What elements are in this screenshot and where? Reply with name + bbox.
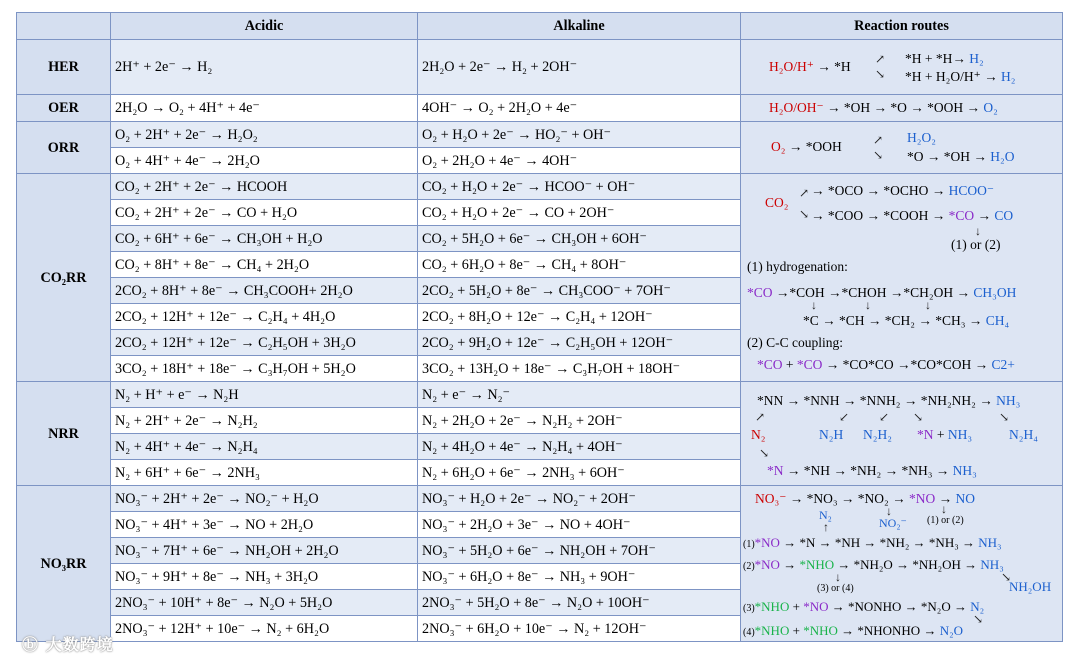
no3-r4-plus: + — [789, 623, 804, 638]
nrr-p3: *N — [917, 427, 934, 442]
co2-line1-product: HCOO⁻ — [948, 183, 995, 198]
no3-r2-product: NH₃ — [980, 557, 1004, 572]
her-branch2-product: H₂ — [1000, 69, 1016, 84]
no3-l1-no: *NO — [909, 491, 936, 506]
nrr-l3-product: NH₃ — [952, 463, 977, 478]
label-oer: OER — [17, 95, 111, 122]
no3-choice1: (1) or (2) — [927, 515, 964, 526]
no3-r4-nho-a: *NHO — [754, 623, 790, 638]
up-arrow-icon: ↗ — [755, 410, 766, 424]
watermark-text: 大数跨境 — [45, 635, 114, 654]
co2-line2-co: *CO — [948, 208, 975, 223]
branch-down-arrow-icon: ↘ — [873, 148, 884, 162]
orr-reactant: O₂ — [771, 139, 786, 154]
down-left-arrow-icon: ↙ — [879, 410, 890, 424]
branch-up-arrow-icon: ↗ — [875, 52, 886, 66]
no3-r3-no: *NO — [803, 599, 829, 614]
acidic-cell: NO₃⁻ + 4H⁺ + 3e⁻ → NO + 2H₂O — [111, 512, 418, 538]
her-branch2: *H + H₂O/H⁺ → — [905, 69, 1001, 84]
co2-h1-mid: →*COH →*CHOH →*CH₂OH → — [772, 285, 974, 300]
alkaline-cell: 2CO₂ + 9H₂O + 12e⁻ → C₂H₅OH + 12OH⁻ — [418, 330, 741, 356]
reaction-table — [16, 12, 1063, 642]
alkaline-cell: O₂ + H₂O + 2e⁻ → HO₂⁻ + OH⁻ — [418, 122, 741, 148]
alkaline-cell: N₂ + e⁻ → N₂⁻ — [418, 382, 741, 408]
acidic-cell: 2NO₃⁻ + 12H⁺ + 10e⁻ → N₂ + 6H₂O — [111, 616, 418, 642]
route-no3rr — [741, 486, 1063, 642]
no3-r3-product: N₂ — [970, 599, 985, 614]
header-acidic: Acidic — [111, 13, 418, 40]
nrr-p2: N₂H₂ — [863, 427, 892, 442]
co2-line1: → *OCO → *OCHO → — [811, 183, 949, 198]
no3-r2-no: *NO — [754, 557, 780, 572]
branch-up-arrow-icon: ↗ — [873, 133, 884, 147]
table-row — [17, 95, 1063, 122]
acidic-cell: NO₃⁻ + 7H⁺ + 6e⁻ → NH₂OH + 2H₂O — [111, 538, 418, 564]
alkaline-cell: N₂ + 4H₂O + 4e⁻ → N₂H₄ + 4OH⁻ — [418, 434, 741, 460]
nrr-p1: N₂H — [819, 427, 844, 442]
alkaline-cell: O₂ + 2H₂O + 4e⁻ → 4OH⁻ — [418, 148, 741, 174]
no3-l1-mid: → *NO₃ → *NO₂ → — [786, 491, 910, 506]
table-row — [17, 486, 1063, 512]
alkaline-cell: 2NO₃⁻ + 5H₂O + 8e⁻ → N₂O + 10OH⁻ — [418, 590, 741, 616]
table-row — [17, 40, 1063, 95]
nrr-p3-plus: + — [933, 427, 948, 442]
route-co2rr — [741, 174, 1063, 382]
watermark — [22, 632, 114, 655]
nrr-n2: N₂ — [751, 427, 766, 442]
no3-r3-tag: (3) — [743, 603, 755, 614]
acidic-cell: N₂ + 2H⁺ + 2e⁻ → N₂H₂ — [111, 408, 418, 434]
no3-r3-plus: + — [789, 599, 804, 614]
route-her — [741, 40, 1063, 95]
down-arrow-icon: ↓ — [811, 298, 817, 312]
co2-coupling-title: (2) C-C coupling: — [747, 335, 843, 350]
no3-r4-nho-b: *NHO — [803, 623, 838, 638]
acidic-cell: CO₂ + 6H⁺ + 6e⁻ → CH₃OH + H₂O — [111, 226, 418, 252]
acidic-cell: O₂ + 4H⁺ + 4e⁻ → 2H₂O — [111, 148, 418, 174]
no3-r1-no: *NO — [754, 535, 780, 550]
down-arrow-icon: ↓ — [865, 298, 871, 312]
nrr-l3-mid: → *NH → *NH₂ → *NH₃ → — [783, 463, 953, 478]
orr-step: → *OOH — [785, 139, 842, 154]
route-orr — [741, 122, 1063, 174]
alkaline-cell: NO₃⁻ + 6H₂O + 8e⁻ → NH₃ + 9OH⁻ — [418, 564, 741, 590]
no3-r4-mid: → *NHONHO → — [837, 623, 940, 638]
co2-line2-product: CO — [994, 208, 1014, 223]
alkaline-cell: 2CO₂ + 5H₂O + 8e⁻ → CH₃COO⁻ + 7OH⁻ — [418, 278, 741, 304]
down-right-arrow-icon: ↘ — [973, 612, 984, 626]
co2-c1-product: C2+ — [991, 357, 1015, 372]
acidic-cell: O₂ + 2H⁺ + 2e⁻ → H₂O₂ — [111, 122, 418, 148]
table-row — [17, 174, 1063, 200]
down-arrow-icon: ↓ — [886, 504, 892, 518]
alkaline-cell: CO₂ + 6H₂O + 8e⁻ → CH₄ + 8OH⁻ — [418, 252, 741, 278]
alkaline-cell: CO₂ + H₂O + 2e⁻ → CO + 2OH⁻ — [418, 200, 741, 226]
down-arrow-icon: ↓ — [925, 298, 931, 312]
alkaline-cell: N₂ + 2H₂O + 2e⁻ → N₂H₂ + 2OH⁻ — [418, 408, 741, 434]
reaction-table-container — [16, 12, 1062, 653]
co2-reactant: CO₂ — [765, 195, 789, 210]
header-alkaline: Alkaline — [418, 13, 741, 40]
co2-c1-c: *CO — [796, 357, 823, 372]
no3-r3-mid: → *NONHO → *N₂O → — [828, 599, 971, 614]
alkaline-cell: CO₂ + 5H₂O + 6e⁻ → CH₃OH + 6OH⁻ — [418, 226, 741, 252]
down-right-arrow-icon: ↘ — [759, 446, 770, 460]
down-arrow-icon: ↓ — [975, 224, 981, 238]
no3-r4-product: N₂O — [939, 623, 964, 638]
alkaline-cell: NO₃⁻ + 5H₂O + 6e⁻ → NH₂OH + 7OH⁻ — [418, 538, 741, 564]
header-routes: Reaction routes — [741, 13, 1063, 40]
route-oer — [741, 95, 1063, 122]
label-her: HER — [17, 40, 111, 95]
alkaline-cell: NO₃⁻ + 2H₂O + 3e⁻ → NO + 4OH⁻ — [418, 512, 741, 538]
no3-r1-mid: → *N → *NH → *NH₂ → *NH₃ → — [779, 535, 979, 550]
nrr-l3-start: *N — [767, 463, 784, 478]
no3-reactant: NO₃⁻ — [755, 491, 787, 506]
table-row — [17, 122, 1063, 148]
branch-down-arrow-icon: ↘ — [799, 207, 810, 221]
co2-h2-mid: *C → *CH → *CH₂ → *CH₃ → — [803, 313, 986, 328]
orr-branch2: *O → *OH → — [907, 149, 991, 164]
acidic-cell: N₂ + H⁺ + e⁻ → N₂H — [111, 382, 418, 408]
acidic-cell: 2CO₂ + 12H⁺ + 12e⁻ → C₂H₅OH + 3H₂O — [111, 330, 418, 356]
nrr-p4: N₂H₄ — [1009, 427, 1038, 442]
down-arrow-icon: ↓ — [835, 570, 841, 584]
her-reactant: H₂O/H⁺ — [769, 59, 814, 74]
label-orr: ORR — [17, 122, 111, 174]
nrr-p3-product: NH₃ — [947, 427, 973, 442]
co2-line2-arrow: → — [974, 208, 995, 223]
oer-reactant: H₂O/OH⁻ — [769, 100, 824, 115]
down-right-arrow-icon: ↘ — [1001, 570, 1012, 584]
co2-h2-product: CH₄ — [985, 313, 1010, 328]
co2-line2: → *COO → *COOH → — [811, 208, 949, 223]
no3-nh2oh: NH₂OH — [1009, 579, 1052, 594]
co2-choice: (1) or (2) — [951, 237, 1001, 252]
acidic-cell: CO₂ + 2H⁺ + 2e⁻ → HCOOH — [111, 174, 418, 200]
branch-down-arrow-icon: ↘ — [875, 67, 886, 81]
acidic-cell: N₂ + 4H⁺ + 4e⁻ → N₂H₄ — [111, 434, 418, 460]
no3-l1-arrow: → — [935, 491, 956, 506]
no3-r4-tag: (4) — [743, 627, 755, 638]
up-arrow-icon: ↑ — [823, 520, 829, 534]
alkaline-cell: 4OH⁻ → O₂ + 2H₂O + 4e⁻ — [418, 95, 741, 122]
no3-l1-product: NO — [955, 491, 976, 506]
orr-branch1-product: H₂O₂ — [907, 130, 936, 145]
label-co2rr: CO₂RR — [17, 174, 111, 382]
alkaline-cell: 3CO₂ + 13H₂O + 18e⁻ → C₃H₇OH + 18OH⁻ — [418, 356, 741, 382]
nrr-line1-product: NH₃ — [996, 393, 1021, 408]
acidic-cell: NO₃⁻ + 2H⁺ + 2e⁻ → NO₂⁻ + H₂O — [111, 486, 418, 512]
no3-r2-nho: *NHO — [799, 557, 835, 572]
watermark-logo-icon: ⓑ — [22, 635, 40, 654]
alkaline-cell: NO₃⁻ + H₂O + 2e⁻ → NO₂⁻ + 2OH⁻ — [418, 486, 741, 512]
down-right-arrow-icon: ↘ — [913, 410, 924, 424]
alkaline-cell: N₂ + 6H₂O + 6e⁻ → 2NH₃ + 6OH⁻ — [418, 460, 741, 486]
her-branch1-product: H₂ — [969, 51, 984, 66]
alkaline-cell: CO₂ + H₂O + 2e⁻ → HCOO⁻ + OH⁻ — [418, 174, 741, 200]
no3-r3-nho: *NHO — [754, 599, 790, 614]
down-right-arrow-icon: ↘ — [999, 410, 1010, 424]
acidic-cell: 3CO₂ + 18H⁺ + 18e⁻ → C₃H₇OH + 5H₂O — [111, 356, 418, 382]
down-arrow-icon: ↓ — [941, 502, 947, 516]
no3-choice2: (3) or (4) — [817, 583, 854, 594]
acidic-cell: 2CO₂ + 8H⁺ + 8e⁻ → CH₃COOH+ 2H₂O — [111, 278, 418, 304]
no3-r1-product: NH₃ — [978, 535, 1002, 550]
acidic-cell: CO₂ + 2H⁺ + 2e⁻ → CO + H₂O — [111, 200, 418, 226]
nrr-line1: *NN → *NNH → *NNH₂ → *NH₂NH₂ → — [757, 393, 997, 408]
no3-r1-tag: (1) — [743, 539, 755, 550]
header-blank — [17, 13, 111, 40]
her-branch1: *H + *H→ — [905, 51, 970, 66]
no3-no2: NO₂⁻ — [879, 516, 907, 530]
acidic-cell: 2CO₂ + 12H⁺ + 12e⁻ → C₂H₄ + 4H₂O — [111, 304, 418, 330]
co2-hydrogenation-title: (1) hydrogenation: — [747, 259, 848, 274]
co2-c1-plus: + — [782, 357, 797, 372]
branch-up-arrow-icon: ↗ — [799, 186, 810, 200]
header-row — [17, 13, 1063, 40]
co2-h1-start: *CO — [747, 285, 773, 300]
acidic-cell: 2NO₃⁻ + 10H⁺ + 8e⁻ → N₂O + 5H₂O — [111, 590, 418, 616]
co2-c1-a: *CO — [757, 357, 783, 372]
co2-c1-mid: → *CO*CO →*CO*COH → — [822, 357, 992, 372]
no3-r2-mid: → *NH₂O → *NH₂OH → — [834, 557, 981, 572]
no3-r2-arrow: → — [779, 557, 800, 572]
acidic-cell: 2H₂O → O₂ + 4H⁺ + 4e⁻ — [111, 95, 418, 122]
acidic-cell: 2H⁺ + 2e⁻ → H₂ — [111, 40, 418, 95]
no3-r2-tag: (2) — [743, 561, 755, 572]
acidic-cell: N₂ + 6H⁺ + 6e⁻ → 2NH₃ — [111, 460, 418, 486]
alkaline-cell: 2CO₂ + 8H₂O + 12e⁻ → C₂H₄ + 12OH⁻ — [418, 304, 741, 330]
acidic-cell: NO₃⁻ + 9H⁺ + 8e⁻ → NH₃ + 3H₂O — [111, 564, 418, 590]
co2-h1-product: CH₃OH — [973, 285, 1017, 300]
oer-mid: → *OH → *O → *OOH → — [823, 100, 984, 115]
table-row — [17, 382, 1063, 408]
alkaline-cell: 2NO₃⁻ + 6H₂O + 10e⁻ → N₂ + 12OH⁻ — [418, 616, 741, 642]
alkaline-cell: 2H₂O + 2e⁻ → H₂ + 2OH⁻ — [418, 40, 741, 95]
acidic-cell: CO₂ + 8H⁺ + 8e⁻ → CH₄ + 2H₂O — [111, 252, 418, 278]
down-left-arrow-icon: ↙ — [839, 410, 850, 424]
orr-branch2-product: H₂O — [990, 149, 1015, 164]
label-no3rr: NO₃RR — [17, 486, 111, 642]
label-nrr: NRR — [17, 382, 111, 486]
her-step: → *H — [813, 59, 851, 74]
oer-product: O₂ — [983, 100, 998, 115]
route-nrr — [741, 382, 1063, 486]
no3-n2: N₂ — [819, 508, 832, 522]
